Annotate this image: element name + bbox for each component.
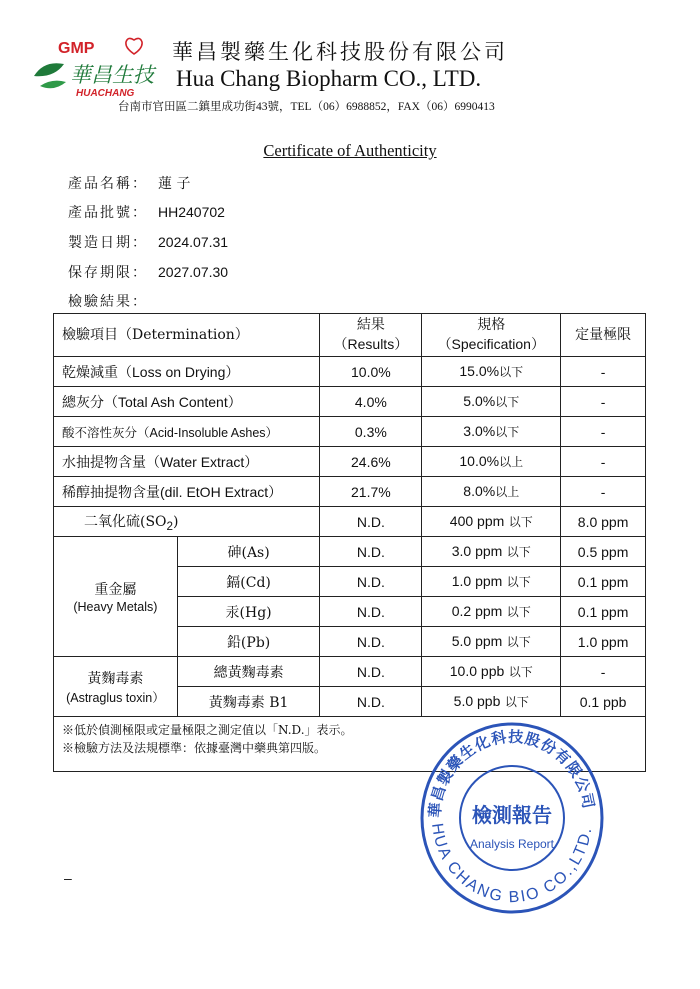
note-line: ※低於偵測極限或定量極限之測定值以「N.D.」表示。 xyxy=(62,723,353,737)
info-value: 2027.07.30 xyxy=(158,264,229,280)
row-spec: 8.0%以上 xyxy=(422,477,561,507)
info-expiry-date xyxy=(68,262,228,282)
row-item: 二氧化硫$(SO_2)$ xyxy=(54,507,320,537)
table-row xyxy=(54,477,646,507)
info-label: 產品名稱： xyxy=(68,176,148,192)
row-item: 總灰分（Total Ash Content） xyxy=(54,387,320,417)
row-spec: 1.0 ppm 以下 xyxy=(422,567,561,597)
row-item: 乾燥減重（Loss on Drying） xyxy=(54,357,320,387)
row-limit: 0.5 ppm xyxy=(561,537,646,567)
company-address: 台南市官田區二鎮里成功街43號，TEL（06）6988852，FAX（06）6990413 xyxy=(118,101,495,113)
table-row xyxy=(54,447,646,477)
info-value: 2024.07.31 xyxy=(158,234,229,250)
row-spec: 5.0%以下 xyxy=(422,387,561,417)
logo-en-text: HUACHANG xyxy=(76,88,135,99)
footer-mark: – xyxy=(64,870,72,886)
row-item: 鉛(Pb) xyxy=(177,627,320,657)
header-specification: 規格 （Specification） xyxy=(422,314,561,357)
group-heavy-metals: 重金屬 (Heavy Metals) xyxy=(54,537,178,657)
info-label: 保存期限： xyxy=(68,265,148,281)
row-spec: 15.0%以下 xyxy=(422,357,561,387)
row-result: N.D. xyxy=(320,597,422,627)
row-item: 稀醇抽提物含量(dil. EtOH Extract） xyxy=(54,477,320,507)
info-value: HH240702 xyxy=(158,204,225,220)
row-limit: - xyxy=(561,417,646,447)
row-result: N.D. xyxy=(320,627,422,657)
row-spec: 5.0 ppm 以下 xyxy=(422,627,561,657)
header-results: 結果 （Results） xyxy=(320,314,422,357)
logo-leaf-icon xyxy=(34,63,64,76)
row-spec: 5.0 ppb 以下 xyxy=(422,687,561,717)
row-limit: - xyxy=(561,477,646,507)
info-label: 產品批號： xyxy=(68,205,148,221)
row-item: 鎘(Cd) xyxy=(177,567,320,597)
table-row xyxy=(54,657,646,687)
row-item: 酸不溶性灰分（Acid-Insoluble Ashes） xyxy=(54,417,320,447)
table-row xyxy=(54,417,646,447)
info-label: 檢驗結果： xyxy=(68,294,148,310)
seal-ring-top-text: 華昌製藥生化科技股份有限公司 xyxy=(425,727,598,819)
row-spec: 0.2 ppm 以下 xyxy=(422,597,561,627)
logo-gmp-text: GMP xyxy=(58,40,95,57)
row-result: 4.0% xyxy=(320,387,422,417)
row-spec: 3.0 ppm 以下 xyxy=(422,537,561,567)
header-limit: 定量極限 xyxy=(561,314,646,357)
group-aflatoxin: 黃麴毒素 (Astraglus toxin） xyxy=(54,657,178,717)
row-limit: 0.1 ppm xyxy=(561,597,646,627)
company-name-cn: 華昌製藥生化科技股份有限公司 xyxy=(172,40,508,64)
row-spec: 10.0 ppb 以下 xyxy=(422,657,561,687)
row-result: N.D. xyxy=(320,537,422,567)
company-name-en: Hua Chang Biopharm CO., LTD. xyxy=(176,66,482,91)
row-item: 黃麴毒素 B1 xyxy=(177,687,320,717)
logo-cn-text: 華昌生技 xyxy=(70,63,154,87)
analysis-report-seal xyxy=(418,714,606,916)
row-result: 24.6% xyxy=(320,447,422,477)
row-result: 0.3% xyxy=(320,417,422,447)
row-result: 10.0% xyxy=(320,357,422,387)
table-header-row xyxy=(54,314,646,357)
company-logo xyxy=(30,36,170,100)
row-spec: 3.0%以下 xyxy=(422,417,561,447)
table-row xyxy=(54,537,646,567)
table-row xyxy=(54,387,646,417)
info-manufacture-date xyxy=(68,232,228,252)
results-table xyxy=(53,313,646,772)
certificate-title: Certificate of Authenticity xyxy=(263,141,437,160)
row-spec: 400 ppm 以下 xyxy=(422,507,561,537)
row-result: 21.7% xyxy=(320,477,422,507)
row-limit: 0.1 ppm xyxy=(561,567,646,597)
info-value: 蓮 子 xyxy=(158,176,191,192)
header-determination: 檢驗項目（Determination） xyxy=(54,314,320,357)
row-spec: 10.0%以上 xyxy=(422,447,561,477)
row-limit: 8.0 ppm xyxy=(561,507,646,537)
row-limit: 0.1 ppb xyxy=(561,687,646,717)
row-limit: - xyxy=(561,387,646,417)
logo-heart-icon xyxy=(126,38,142,54)
row-limit: 1.0 ppm xyxy=(561,627,646,657)
info-results-label xyxy=(68,291,148,311)
seal-center-cn: 檢測報告 xyxy=(472,803,552,827)
note-line: ※檢驗方法及法規標準：依據臺灣中藥典第四版。 xyxy=(62,741,327,755)
row-limit: - xyxy=(561,357,646,387)
seal-center-en: Analysis Report xyxy=(469,837,555,851)
info-product-name xyxy=(68,173,190,193)
row-item: 汞(Hg) xyxy=(177,597,320,627)
row-item: 總黃麴毒素 xyxy=(177,657,320,687)
table-row-so2 xyxy=(54,507,646,537)
row-result: N.D. xyxy=(320,507,422,537)
row-result: N.D. xyxy=(320,657,422,687)
row-item: 水抽提物含量（Water Extract） xyxy=(54,447,320,477)
row-limit: - xyxy=(561,657,646,687)
row-result: N.D. xyxy=(320,687,422,717)
row-result: N.D. xyxy=(320,567,422,597)
info-label: 製造日期： xyxy=(68,235,148,251)
seal-ring-bottom-text: HUA CHANG BIO CO.,LTD. xyxy=(427,822,596,907)
row-item: 砷(As) xyxy=(177,537,320,567)
table-row xyxy=(54,357,646,387)
info-batch-number xyxy=(68,202,225,222)
row-limit: - xyxy=(561,447,646,477)
